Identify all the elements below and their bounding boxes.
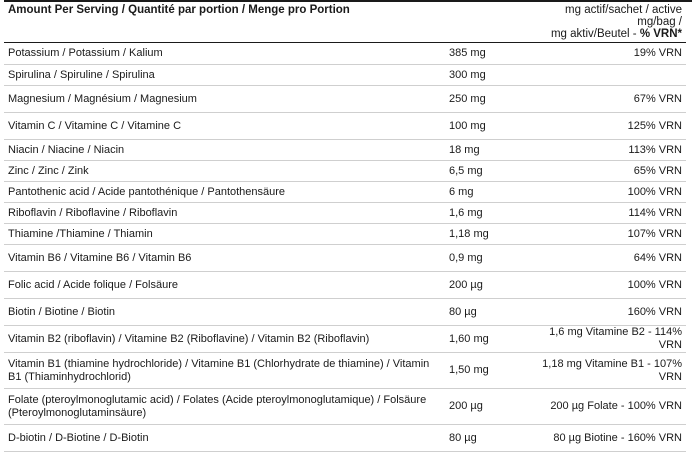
table-row xyxy=(4,389,686,425)
nutrient-vrn: 19% VRN xyxy=(534,43,686,65)
nutrition-table xyxy=(4,2,686,452)
header-vrn-line2 xyxy=(538,28,682,40)
nutrient-amount: 200 µg xyxy=(439,389,534,425)
table-row xyxy=(4,182,686,203)
nutrient-vrn: 100% VRN xyxy=(534,272,686,299)
table-row xyxy=(4,161,686,182)
nutrient-name: Folate (pteroylmonoglutamic acid) / Folates (Acide pteroylmonoglutamique) / Folsäure (Pteroylmonoglutaminsäure) xyxy=(4,389,439,425)
nutrient-name: Potassium / Potassium / Kalium xyxy=(4,43,439,65)
table-row xyxy=(4,326,686,353)
nutrient-amount: 1,60 mg xyxy=(439,326,534,353)
nutrient-name: Spirulina / Spiruline / Spirulina xyxy=(4,65,439,86)
nutrient-vrn xyxy=(534,65,686,86)
table-row xyxy=(4,86,686,113)
table-row xyxy=(4,353,686,389)
header-vrn-line2-bold: % VRN* xyxy=(639,28,682,40)
nutrient-vrn: 160% VRN xyxy=(534,299,686,326)
table-row xyxy=(4,425,686,452)
nutrient-vrn: 67% VRN xyxy=(534,86,686,113)
nutrient-amount: 100 mg xyxy=(439,113,534,140)
nutrient-vrn: 1,18 mg Vitamine B1 - 107% VRN xyxy=(534,353,686,389)
nutrient-vrn: 64% VRN xyxy=(534,245,686,272)
nutrient-name: Thiamine /Thiamine / Thiamin xyxy=(4,224,439,245)
nutrient-vrn: 100% VRN xyxy=(534,182,686,203)
nutrient-name: Vitamin B2 (riboflavin) / Vitamine B2 (Riboflavine) / Vitamin B2 (Riboflavin) xyxy=(4,326,439,353)
table-row xyxy=(4,113,686,140)
table-row xyxy=(4,140,686,161)
header-vrn-line1: mg actif/sachet / active mg/bag / xyxy=(565,4,682,28)
nutrient-vrn: 200 µg Folate - 100% VRN xyxy=(534,389,686,425)
nutrient-amount: 0,9 mg xyxy=(439,245,534,272)
nutrient-name: Pantothenic acid / Acide pantothénique / Pantothensäure xyxy=(4,182,439,203)
table-row xyxy=(4,203,686,224)
table-row xyxy=(4,65,686,86)
nutrient-amount: 300 mg xyxy=(439,65,534,86)
nutrient-name: Zinc / Zinc / Zink xyxy=(4,161,439,182)
table-row xyxy=(4,224,686,245)
nutrient-name: Magnesium / Magnésium / Magnesium xyxy=(4,86,439,113)
table-row xyxy=(4,43,686,65)
nutrient-name: Vitamin B6 / Vitamine B6 / Vitamin B6 xyxy=(4,245,439,272)
nutrient-vrn: 125% VRN xyxy=(534,113,686,140)
nutrient-amount: 1,50 mg xyxy=(439,353,534,389)
nutrient-vrn: 107% VRN xyxy=(534,224,686,245)
nutrient-amount: 6,5 mg xyxy=(439,161,534,182)
header-amount-column xyxy=(439,2,534,43)
nutrient-name: Biotin / Biotine / Biotin xyxy=(4,299,439,326)
header-amount-per-serving: Amount Per Serving / Quantité par portion / Menge pro Portion xyxy=(4,2,439,43)
nutrient-name: Vitamin B1 (thiamine hydrochloride) / Vitamine B1 (Chlorhydrate de thiamine) / Vitamin B1 (Thiaminhydrochlorid) xyxy=(4,353,439,389)
nutrient-vrn: 80 µg Biotine - 160% VRN xyxy=(534,425,686,452)
nutrient-name: Vitamin C / Vitamine C / Vitamine C xyxy=(4,113,439,140)
nutrient-vrn: 1,6 mg Vitamine B2 - 114% VRN xyxy=(534,326,686,353)
nutrient-amount: 1,18 mg xyxy=(439,224,534,245)
nutrient-name: D-biotin / D-Biotine / D-Biotin xyxy=(4,425,439,452)
nutrition-facts-panel xyxy=(4,0,692,444)
table-row xyxy=(4,299,686,326)
nutrient-name: Niacin / Niacine / Niacin xyxy=(4,140,439,161)
nutrient-vrn: 113% VRN xyxy=(534,140,686,161)
nutrient-amount: 250 mg xyxy=(439,86,534,113)
table-row xyxy=(4,245,686,272)
nutrient-amount: 385 mg xyxy=(439,43,534,65)
nutrient-amount: 1,6 mg xyxy=(439,203,534,224)
table-row xyxy=(4,272,686,299)
header-vrn-line2-prefix: mg aktiv/Beutel - xyxy=(550,28,640,40)
table-header-row xyxy=(4,2,686,43)
nutrient-amount: 80 µg xyxy=(439,425,534,452)
nutrient-name: Riboflavin / Riboflavine / Riboflavin xyxy=(4,203,439,224)
nutrient-vrn: 65% VRN xyxy=(534,161,686,182)
header-vrn-column xyxy=(534,2,686,43)
nutrient-vrn: 114% VRN xyxy=(534,203,686,224)
nutrient-name: Folic acid / Acide folique / Folsäure xyxy=(4,272,439,299)
nutrient-amount: 200 µg xyxy=(439,272,534,299)
nutrient-amount: 6 mg xyxy=(439,182,534,203)
nutrient-amount: 80 µg xyxy=(439,299,534,326)
nutrient-amount: 18 mg xyxy=(439,140,534,161)
